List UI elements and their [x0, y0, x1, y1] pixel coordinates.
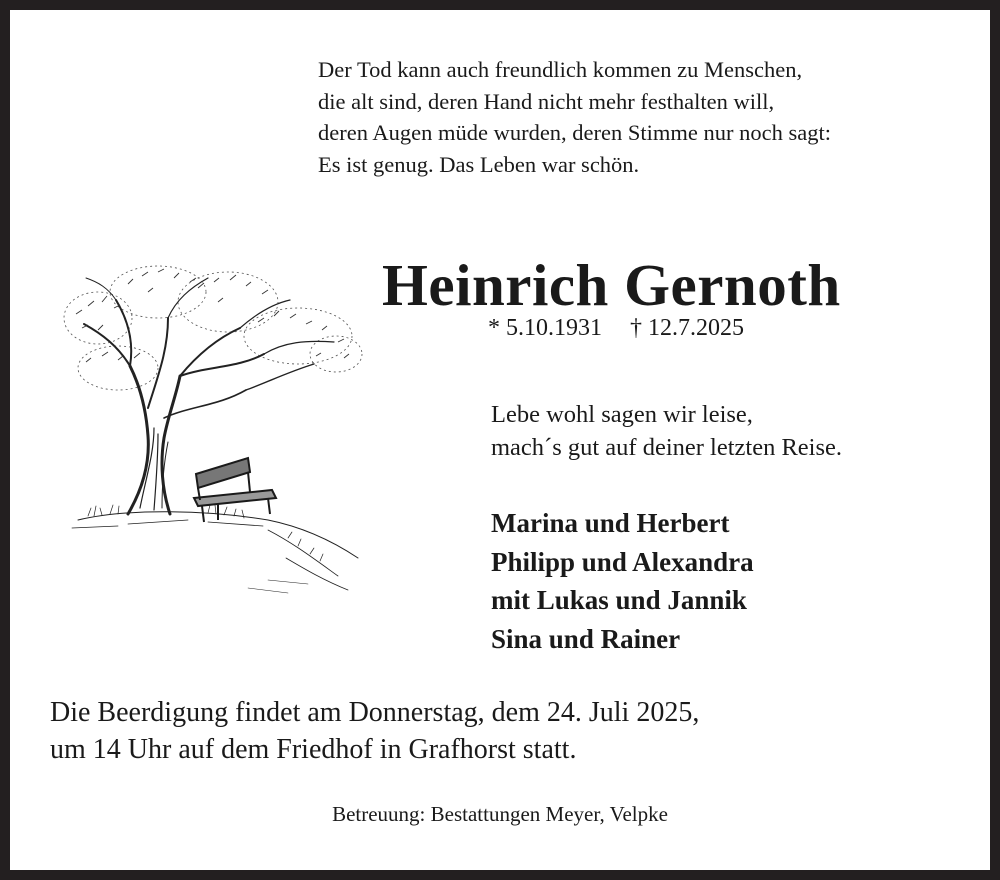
care-text: Betreuung: Bestattungen Meyer, Velpke — [332, 802, 668, 826]
funeral-line: um 14 Uhr auf dem Friedhof in Grafhorst statt. — [50, 734, 577, 765]
poem-line: die alt sind, deren Hand nicht mehr festhalten will, — [318, 88, 775, 114]
funeral-home-credit — [10, 802, 990, 827]
poem-line: deren Augen müde wurden, deren Stimme nur noch sagt: — [318, 120, 831, 145]
tree-and-bench-illustration — [58, 258, 370, 608]
death-date: † 12.7.2025 — [630, 315, 744, 341]
mourners-list — [491, 504, 754, 658]
mourner-line: Marina und Herbert — [491, 508, 730, 538]
deceased-name: Heinrich Gernoth — [382, 252, 841, 318]
farewell-line: Lebe wohl sagen wir leise, — [491, 401, 753, 428]
farewell-verse — [491, 398, 842, 464]
funeral-details — [50, 694, 699, 768]
birth-date: * 5.10.1931 — [488, 315, 602, 341]
poem-line: Es ist genug. Das Leben war schön. — [318, 151, 640, 177]
mourner-line: Philipp und Alexandra — [491, 546, 754, 577]
poem-line: Der Tod kann auch freundlich kommen zu Menschen, — [318, 57, 803, 82]
mourner-line: Sina und Rainer — [491, 623, 681, 654]
poem — [318, 54, 831, 180]
farewell-line: mach´s gut auf deiner letzten Reise. — [491, 434, 843, 461]
life-dates — [488, 315, 744, 342]
funeral-line: Die Beerdigung findet am Donnerstag, dem 24. Juli 2025, — [50, 697, 700, 728]
mourner-line: mit Lukas und Jannik — [491, 585, 747, 615]
